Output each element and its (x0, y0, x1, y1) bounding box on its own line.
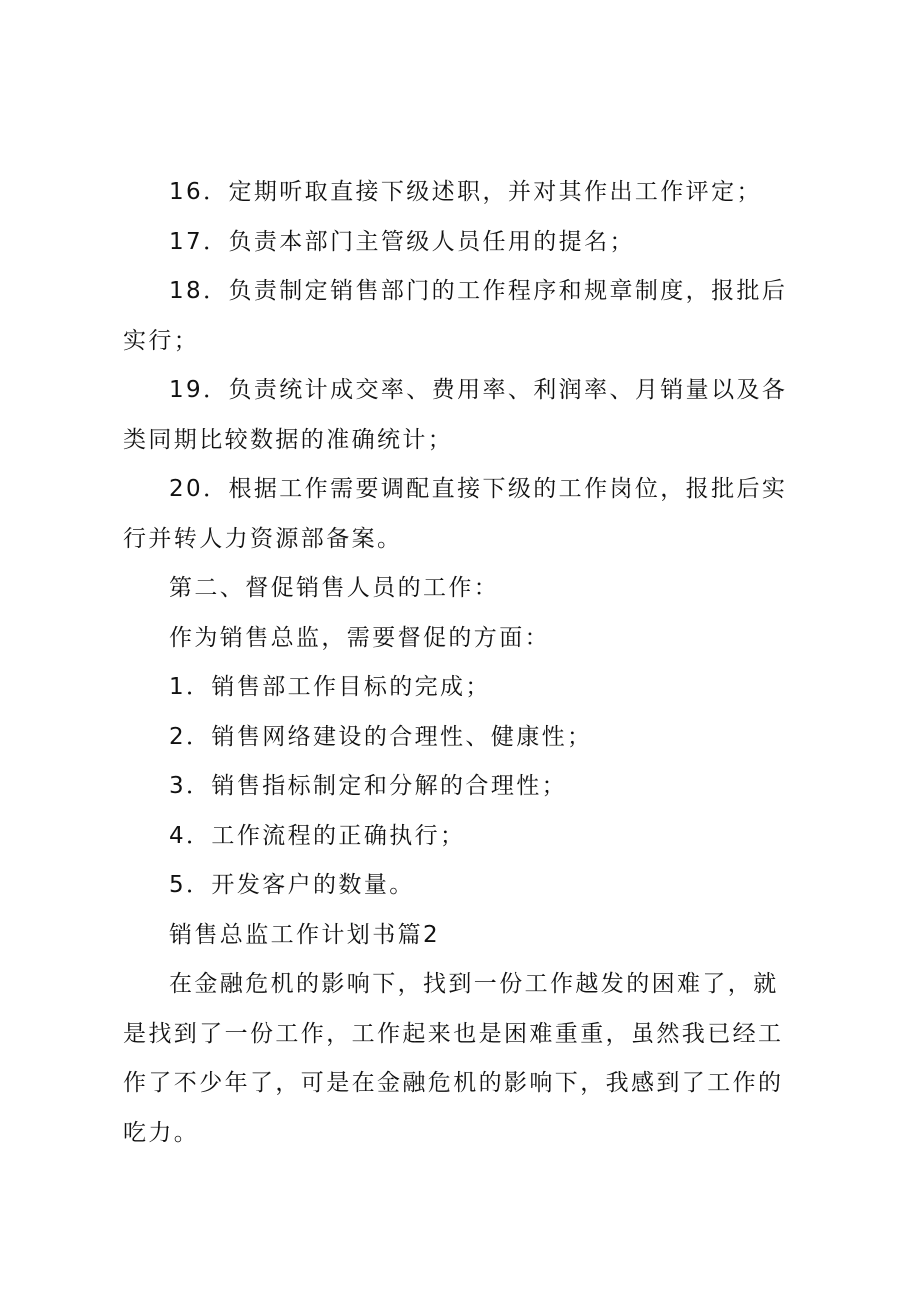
supervise-item-2: 2．销售网络建设的合理性、健康性； (169, 723, 593, 750)
paragraph-item-20: 20．根据工作需要调配直接下级的工作岗位，报批后实行并转人力资源部备案。 (123, 476, 788, 552)
paragraph-item-17: 17．负责本部门主管级人员任用的提名； (169, 228, 635, 255)
section-intro: 作为销售总监，需要督促的方面： (169, 624, 550, 651)
supervise-item-1: 1．销售部工作目标的完成； (169, 674, 491, 700)
article-title: 销售总监工作计划书篇2 (169, 921, 441, 948)
document-body (123, 168, 803, 1158)
supervise-item-3: 3．销售指标制定和分解的合理性； (169, 773, 568, 799)
paragraph-item-18: 18．负责制定销售部门的工作程序和规章制度，报批后实行； (123, 278, 788, 354)
section-heading-second: 第二、督促销售人员的工作： (169, 575, 500, 601)
paragraph-item-16: 16．定期听取直接下级述职，并对其作出工作评定； (169, 179, 762, 205)
supervise-item-4: 4．工作流程的正确执行； (169, 822, 466, 849)
article-body-paragraph: 在金融危机的影响下，找到一份工作越发的困难了，就是找到了一份工作，工作起来也是困难重重，虽然我已经工作了不少年了，可是在金融危机的影响下，我感到了工作的吃力。 (123, 971, 784, 1146)
supervise-item-5: 5．开发客户的数量。 (169, 872, 415, 898)
paragraph-item-19: 19．负责统计成交率、费用率、利润率、月销量以及各类同期比较数据的准确统计； (123, 377, 788, 453)
